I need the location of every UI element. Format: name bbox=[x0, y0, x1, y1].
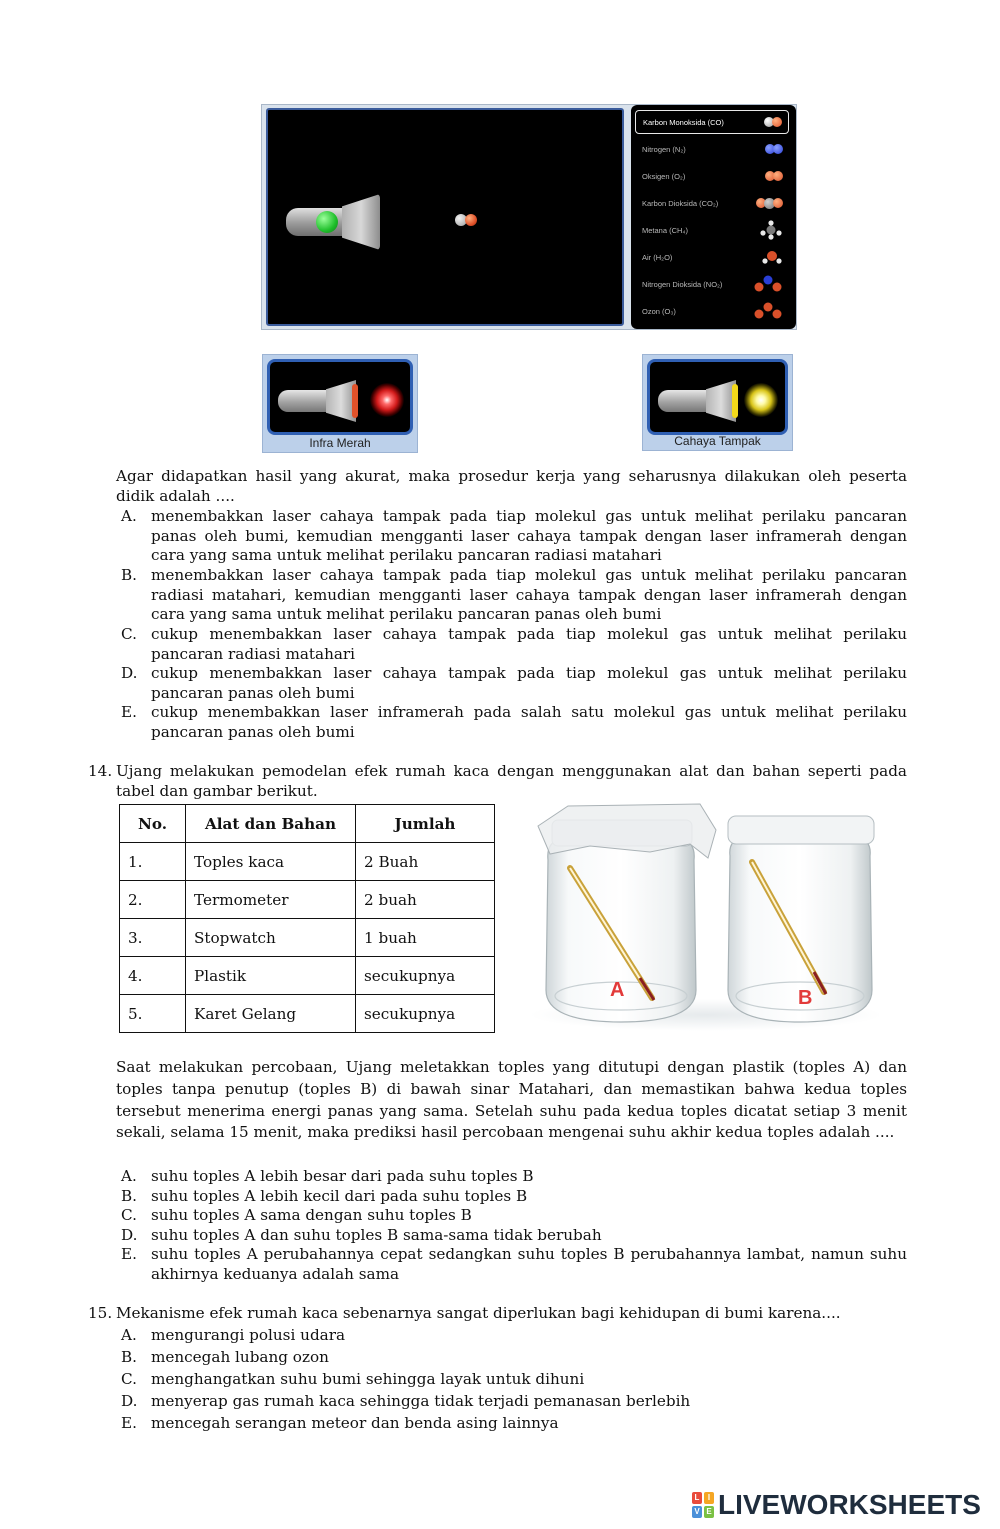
option-text: menyerap gas rumah kaca sehingga tidak terjadi pemanasan berlebih bbox=[151, 1392, 691, 1410]
co-molecule-icon bbox=[764, 117, 782, 127]
table-header-cell: No. bbox=[120, 805, 186, 843]
table-cell: Karet Gelang bbox=[186, 995, 356, 1033]
option-text: menghangatkan suhu bumi sehingga layak untuk dihuni bbox=[151, 1370, 585, 1388]
q15-option-e[interactable] bbox=[116, 1414, 907, 1434]
option-letter: A. bbox=[121, 507, 137, 525]
gas-option-label: Karbon Dioksida (CO₂) bbox=[642, 198, 719, 208]
table-row bbox=[120, 919, 495, 957]
q14-option-c[interactable] bbox=[116, 1206, 907, 1226]
option-letter: C. bbox=[121, 1206, 137, 1224]
simulation-viewport bbox=[266, 108, 624, 326]
ch4-molecule-icon bbox=[759, 220, 783, 240]
logo-text: LIVEWORKSHEETS bbox=[718, 1489, 981, 1520]
q13-option-c[interactable] bbox=[116, 625, 907, 664]
co2-molecule-icon bbox=[756, 198, 783, 209]
infrared-photon-icon bbox=[370, 383, 404, 417]
option-text: menembakkan laser cahaya tampak pada tiap molekul gas untuk melihat perilaku pancaran radiasi matahari, kemudian mengganti laser cahaya tampak dengan laser inframerah dengan cara yang sama untuk melihat perilaku pancaran panas oleh bumi bbox=[151, 566, 907, 624]
option-text: suhu toples A perubahannya cepat sedangkan suhu toples B perubahannya lambat, namun suhu akhirnya keduanya adalah sama bbox=[151, 1245, 907, 1283]
gas-option-n2[interactable] bbox=[635, 137, 789, 161]
infrared-lamp-label: Infra Merah bbox=[309, 436, 371, 450]
infrared-lamp-card bbox=[262, 354, 418, 453]
q14-option-d[interactable] bbox=[116, 1226, 907, 1246]
q13-option-e[interactable] bbox=[116, 703, 907, 742]
option-text: menembakkan laser cahaya tampak pada tiap molekul gas untuk melihat perilaku pancaran panas oleh bumi, kemudian mengganti laser cahaya tampak dengan laser inframerah dengan cara yang sama untuk melihat perilaku pancaran radiasi matahari bbox=[151, 507, 907, 565]
gas-option-label: Metana (CH₄) bbox=[642, 225, 688, 235]
visible-lamp-label: Cahaya Tampak bbox=[674, 434, 761, 448]
co-molecule-icon bbox=[455, 214, 477, 226]
emitter-green-button-icon bbox=[316, 211, 338, 233]
n2-molecule-icon bbox=[765, 144, 783, 154]
table-row bbox=[120, 957, 495, 995]
gas-option-label: Nitrogen (N₂) bbox=[642, 144, 686, 154]
table-cell: secukupnya bbox=[356, 957, 495, 995]
gas-option-o2[interactable] bbox=[635, 164, 789, 188]
option-letter: D. bbox=[121, 1226, 138, 1244]
gas-option-label: Karbon Monoksida (CO) bbox=[643, 117, 724, 127]
option-text: suhu toples A lebih besar dari pada suhu toples B bbox=[151, 1167, 534, 1185]
visible-light-lamp-card bbox=[642, 354, 793, 451]
q14-description: Saat melakukan percobaan, Ujang meletakkan toples yang ditutupi dengan plastik (toples A) dan toples tanpa penutup (toples B) di bawah sinar Matahari, dan memastikan bahwa kedua toples tersebut menerima energi panas yang sama. Setelah suhu pada kedua toples dicatat setiap 3 menit sekali, selama 15 menit, maka prediksi hasil percobaan mengenai suhu akhir kedua toples adalah .... bbox=[116, 1058, 907, 1142]
table-cell: Toples kaca bbox=[186, 843, 356, 881]
gas-selection-panel bbox=[631, 105, 796, 329]
table-header-cell: Jumlah bbox=[356, 805, 495, 843]
option-letter: D. bbox=[121, 1392, 138, 1410]
option-letter: B. bbox=[121, 566, 137, 584]
option-text: cukup menembakkan laser inframerah pada salah satu molekul gas untuk melihat perilaku pancaran panas oleh bumi bbox=[151, 703, 907, 741]
q13-stem: Agar didapatkan hasil yang akurat, maka prosedur kerja yang seharusnya dilakukan oleh peserta didik adalah .... bbox=[116, 467, 907, 505]
option-text: suhu toples A lebih kecil dari pada suhu toples B bbox=[151, 1187, 528, 1205]
table-cell: 2 Buah bbox=[356, 843, 495, 881]
infrared-lamp-screen bbox=[267, 359, 413, 435]
gas-option-label: Air (H₂O) bbox=[642, 252, 673, 262]
q13-option-d[interactable] bbox=[116, 664, 907, 703]
option-letter: E. bbox=[121, 1414, 137, 1432]
table-cell: 1. bbox=[120, 843, 186, 881]
q15-stem: Mekanisme efek rumah kaca sebenarnya sangat diperlukan bagi kehidupan di bumi karena.... bbox=[116, 1304, 841, 1322]
q15-option-b[interactable] bbox=[116, 1348, 907, 1368]
tools-materials-table bbox=[119, 804, 495, 1033]
table-cell: Plastik bbox=[186, 957, 356, 995]
table-row bbox=[120, 995, 495, 1033]
table-header-cell: Alat dan Bahan bbox=[186, 805, 356, 843]
liveworksheets-mark-icon: L I V E bbox=[692, 1492, 714, 1518]
table-header-row bbox=[120, 805, 495, 843]
table-cell: 5. bbox=[120, 995, 186, 1033]
option-letter: C. bbox=[121, 1370, 137, 1388]
gas-option-co[interactable] bbox=[635, 110, 789, 134]
table-cell: 2 buah bbox=[356, 881, 495, 919]
visible-photon-icon bbox=[744, 383, 778, 417]
glass-jars-illustration bbox=[530, 800, 882, 1032]
gas-option-label: Oksigen (O₂) bbox=[642, 171, 686, 181]
option-text: suhu toples A dan suhu toples B sama-sama tidak berubah bbox=[151, 1226, 602, 1244]
o3-molecule-icon bbox=[753, 301, 783, 321]
no2-molecule-icon bbox=[753, 274, 783, 294]
option-letter: C. bbox=[121, 625, 137, 643]
option-text: mencegah serangan meteor dan benda asing lainnya bbox=[151, 1414, 559, 1432]
gas-option-ch4[interactable] bbox=[635, 218, 789, 242]
q13-option-b[interactable] bbox=[116, 566, 907, 625]
option-text: cukup menembakkan laser cahaya tampak pada tiap molekul gas untuk melihat perilaku pancaran radiasi matahari bbox=[151, 625, 907, 663]
option-letter: D. bbox=[121, 664, 138, 682]
table-row bbox=[120, 843, 495, 881]
table-cell: Stopwatch bbox=[186, 919, 356, 957]
option-text: cukup menembakkan laser cahaya tampak pada tiap molekul gas untuk melihat perilaku pancaran panas oleh bumi bbox=[151, 664, 907, 702]
q13-option-a[interactable] bbox=[116, 507, 907, 566]
option-letter: A. bbox=[121, 1326, 137, 1344]
h2o-molecule-icon bbox=[761, 248, 783, 266]
jar-b-label: B bbox=[798, 987, 813, 1009]
q14-option-a[interactable] bbox=[116, 1167, 907, 1187]
gas-option-label: Nitrogen Dioksida (NO₂) bbox=[642, 279, 723, 289]
table-cell: 1 buah bbox=[356, 919, 495, 957]
option-letter: B. bbox=[121, 1187, 137, 1205]
option-text: mencegah lubang ozon bbox=[151, 1348, 329, 1366]
gas-option-no2[interactable] bbox=[635, 272, 789, 296]
q15-option-d[interactable] bbox=[116, 1392, 907, 1412]
q14-number: 14. bbox=[88, 762, 113, 780]
table-cell: secukupnya bbox=[356, 995, 495, 1033]
q15-option-c[interactable] bbox=[116, 1370, 907, 1390]
option-letter: E. bbox=[121, 1245, 137, 1263]
table-cell: Termometer bbox=[186, 881, 356, 919]
table-cell: 4. bbox=[120, 957, 186, 995]
visible-lamp-screen bbox=[647, 359, 788, 435]
jar-a-icon bbox=[538, 804, 716, 1022]
greenhouse-simulation-figure bbox=[261, 104, 797, 330]
option-text: suhu toples A sama dengan suhu toples B bbox=[151, 1206, 472, 1224]
liveworksheets-logo[interactable] bbox=[692, 1489, 981, 1521]
gas-option-o3[interactable] bbox=[635, 299, 789, 323]
jar-a-label: A bbox=[610, 979, 625, 1001]
gas-option-h2o[interactable] bbox=[635, 245, 789, 269]
gas-option-co2[interactable] bbox=[635, 191, 789, 215]
option-text: mengurangi polusi udara bbox=[151, 1326, 346, 1344]
q15-option-a[interactable] bbox=[116, 1326, 907, 1346]
q14-option-b[interactable] bbox=[116, 1187, 907, 1207]
q14-stem: Ujang melakukan pemodelan efek rumah kaca dengan menggunakan alat dan bahan seperti pada tabel dan gambar berikut. bbox=[116, 762, 907, 800]
table-cell: 3. bbox=[120, 919, 186, 957]
q14-option-e[interactable] bbox=[116, 1245, 907, 1284]
o2-molecule-icon bbox=[765, 171, 783, 181]
option-letter: E. bbox=[121, 703, 137, 721]
q15-number: 15. bbox=[88, 1304, 113, 1322]
gas-option-label: Ozon (O₃) bbox=[642, 306, 676, 316]
table-row bbox=[120, 881, 495, 919]
option-letter: B. bbox=[121, 1348, 137, 1366]
table-cell: 2. bbox=[120, 881, 186, 919]
option-letter: A. bbox=[121, 1167, 137, 1185]
